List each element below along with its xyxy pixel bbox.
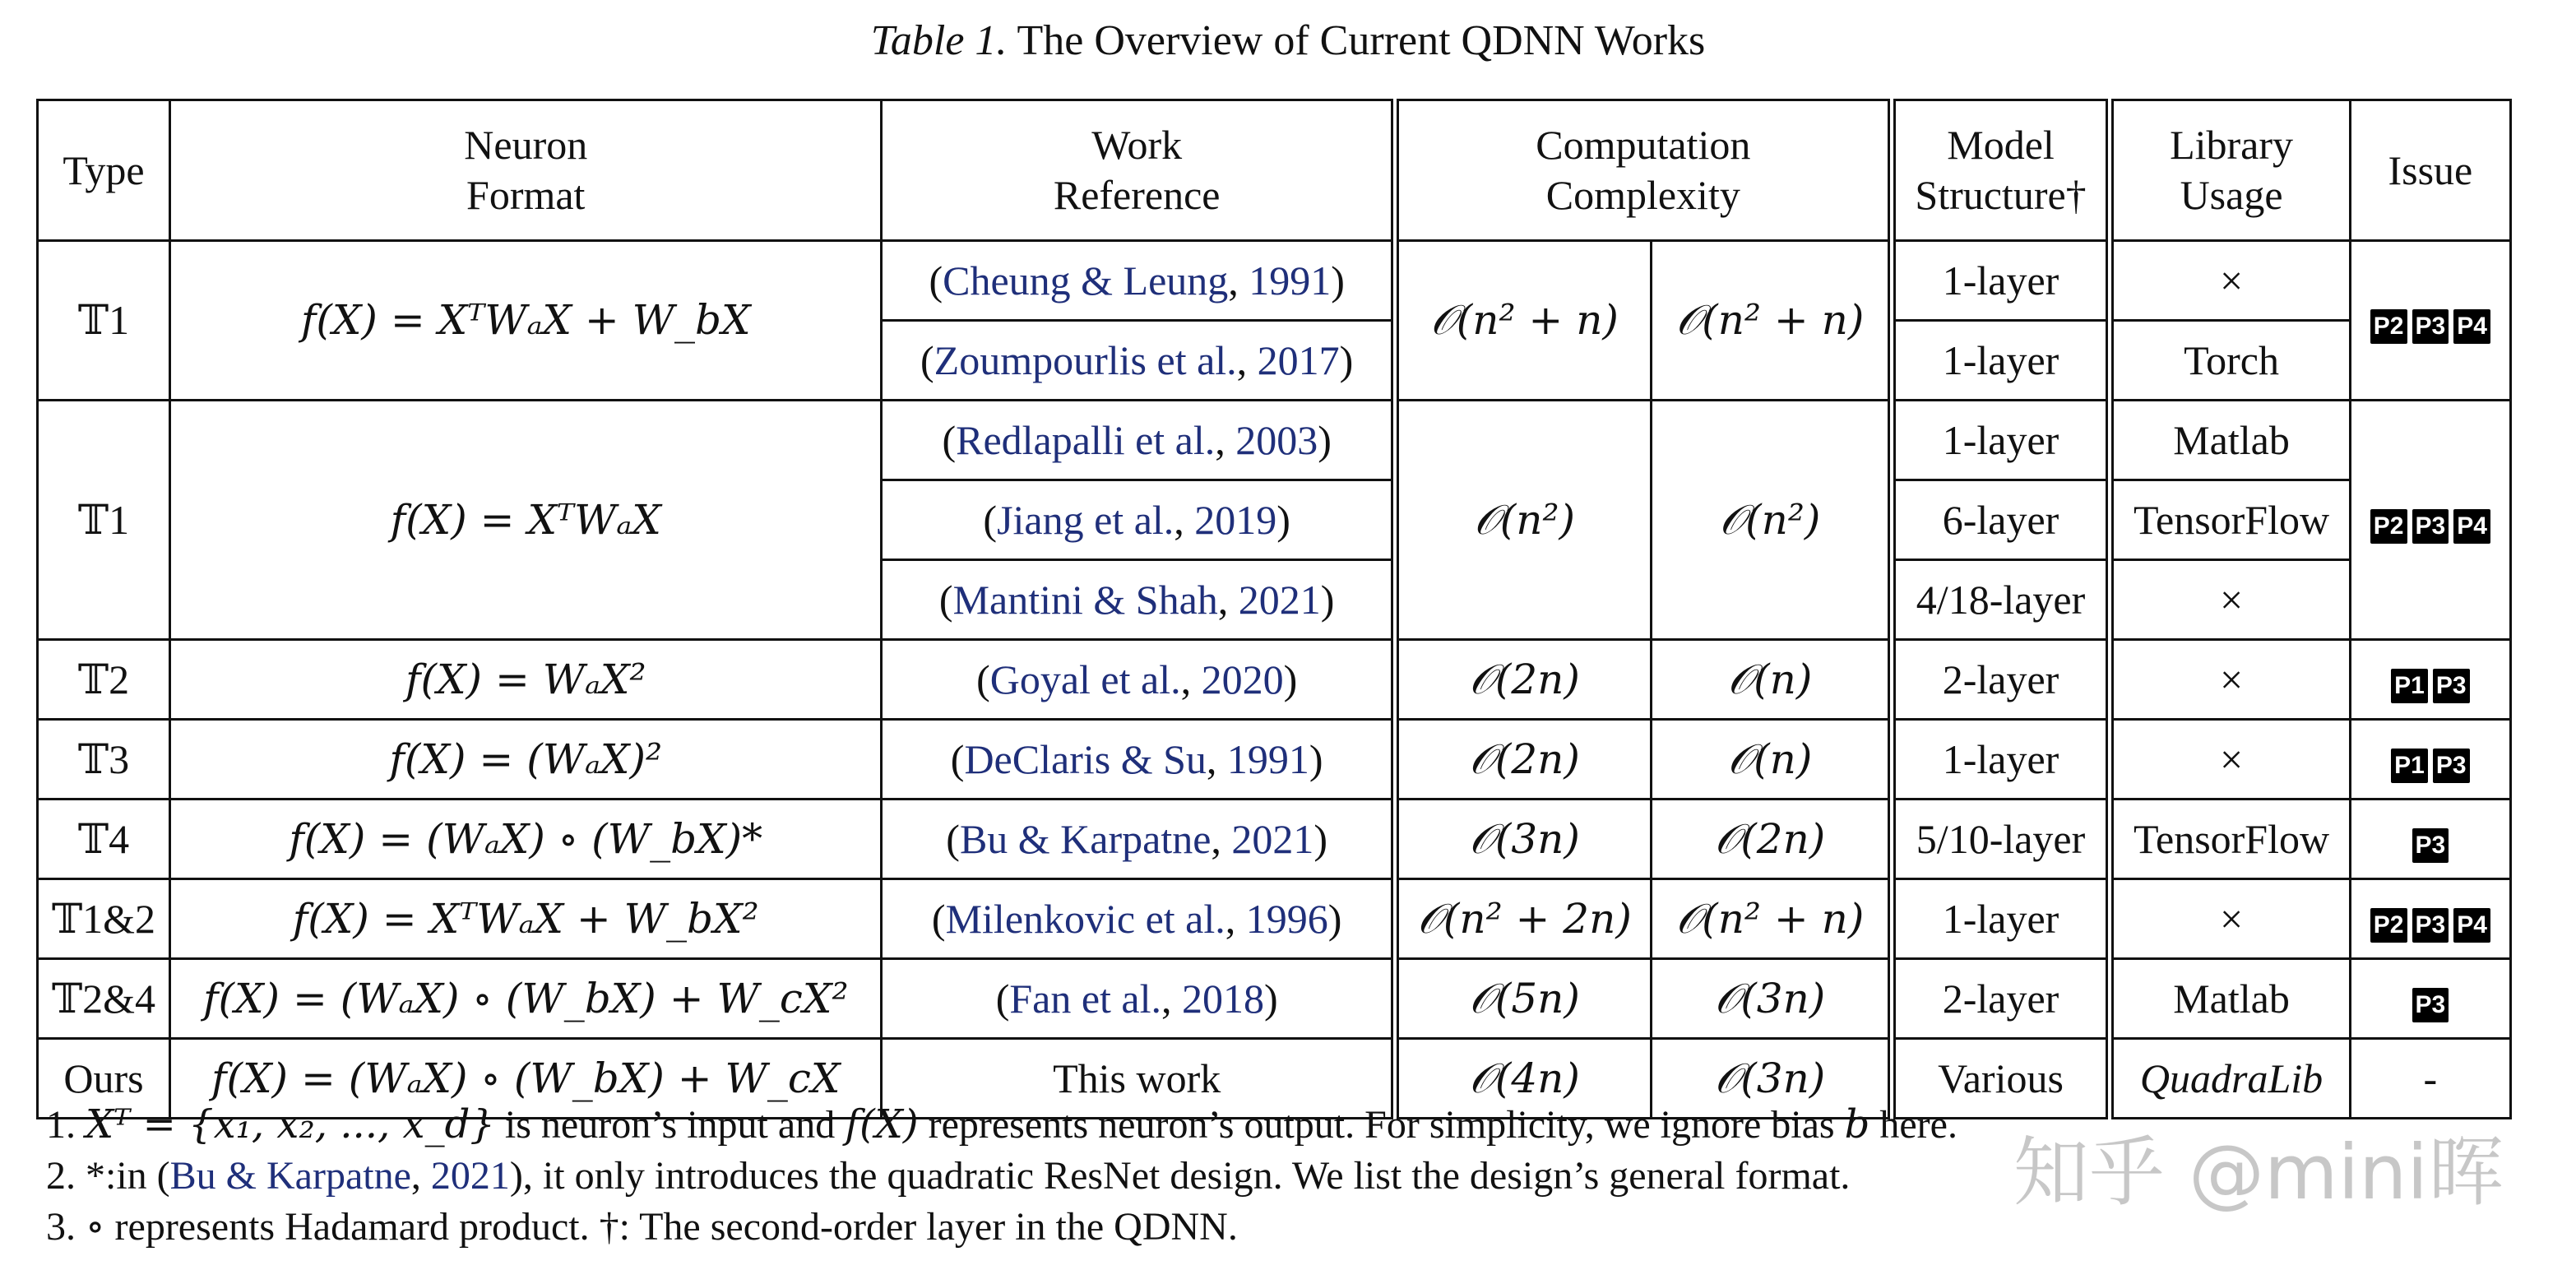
citation-author-link[interactable]: Zoumpourlis et al. xyxy=(934,336,1237,383)
citation-year-link[interactable]: 2017 xyxy=(1257,336,1340,383)
issue-badge: P3 xyxy=(2433,669,2470,703)
type-cell: 𝕋3 xyxy=(38,720,170,800)
header-issue: Issue xyxy=(2350,100,2510,241)
citation-year-link[interactable]: 2003 xyxy=(1235,416,1318,463)
issue-badges xyxy=(2370,509,2490,544)
citation-year-link[interactable]: 2021 xyxy=(1231,815,1314,862)
citation-year-link[interactable]: 2021 xyxy=(1238,576,1321,623)
issue-badge: P4 xyxy=(2453,908,2490,943)
table-row xyxy=(38,879,2511,959)
work-reference-cell: (Zoumpourlis et al., 2017) xyxy=(882,321,1395,401)
library-usage-cell: × xyxy=(2110,720,2350,800)
issue-badge: P3 xyxy=(2412,988,2449,1022)
issue-badges xyxy=(2391,669,2469,703)
table-row xyxy=(38,959,2511,1039)
work-reference-cell: (Goyal et al., 2020) xyxy=(882,640,1395,720)
qdnn-overview-table xyxy=(36,99,2512,1119)
library-usage-cell: × xyxy=(2110,879,2350,959)
caption-text: The Overview of Current QDNN Works xyxy=(1017,17,1706,64)
library-usage-cell: Matlab xyxy=(2110,401,2350,480)
complexity-cell-a: 𝒪(4n) xyxy=(1395,1039,1652,1119)
library-usage-cell: Matlab xyxy=(2110,959,2350,1039)
model-structure-cell: 6-layer xyxy=(1892,480,2110,560)
issue-badge: P3 xyxy=(2412,828,2449,863)
complexity-cell-a: 𝒪(3n) xyxy=(1395,800,1652,879)
complexity-cell-b: 𝒪(3n) xyxy=(1652,1039,1892,1119)
model-structure-cell: 1-layer xyxy=(1892,401,2110,480)
library-usage-cell: TensorFlow xyxy=(2110,800,2350,879)
complexity-cell-a: 𝒪(n² + n) xyxy=(1395,241,1652,401)
table-row xyxy=(38,241,2511,321)
complexity-cell-b: 𝒪(n) xyxy=(1652,640,1892,720)
table-row xyxy=(38,640,2511,720)
table-row xyxy=(38,720,2511,800)
issue-cell: - xyxy=(2350,1039,2510,1119)
type-cell: 𝕋1 xyxy=(38,241,170,401)
issue-badge: P3 xyxy=(2412,908,2449,943)
citation-author-link[interactable]: Mantini & Shah xyxy=(952,576,1218,623)
issue-badge: P2 xyxy=(2370,908,2407,943)
type-cell: 𝕋1 xyxy=(38,401,170,640)
issue-badge: P1 xyxy=(2391,669,2428,703)
citation-year-link[interactable]: 1991 xyxy=(1249,257,1332,304)
neuron-formula-cell: f(X) = WₐX² xyxy=(170,640,882,720)
issue-badge: P1 xyxy=(2391,749,2428,783)
issue-badges xyxy=(2391,749,2469,783)
header-row xyxy=(38,100,2511,241)
header-type: Type xyxy=(38,100,170,241)
citation-author-link[interactable]: Milenkovic et al. xyxy=(945,895,1225,942)
complexity-cell-a: 𝒪(2n) xyxy=(1395,720,1652,800)
work-reference-cell: (Milenkovic et al., 1996) xyxy=(882,879,1395,959)
library-usage-cell: × xyxy=(2110,640,2350,720)
issue-badges xyxy=(2412,988,2449,1022)
header-library-usage: Library Usage xyxy=(2110,100,2350,241)
note-1-math-c: b xyxy=(1844,1101,1870,1147)
complexity-cell-b: 𝒪(n² + n) xyxy=(1652,241,1892,401)
issue-badge: P4 xyxy=(2453,309,2490,344)
issue-badges xyxy=(2412,828,2449,863)
work-reference-cell: (Fan et al., 2018) xyxy=(882,959,1395,1039)
note-3: 3. ∘ represents Hadamard product. †: The second-order layer in the QDNN. xyxy=(46,1205,1238,1249)
note-1: 1. Xᵀ = {x₁, x₂, ..., x_d} is neuron’s input and f(X) represents neuron’s output. For simplicity, we ignore bias b here. xyxy=(46,1101,1957,1147)
issue-badge: P3 xyxy=(2412,509,2449,544)
type-cell: 𝕋4 xyxy=(38,800,170,879)
issue-cell xyxy=(2350,241,2510,401)
model-structure-cell: 1-layer xyxy=(1892,720,2110,800)
citation-author-link[interactable]: Jiang et al. xyxy=(997,496,1174,543)
issue-badge: P2 xyxy=(2370,309,2407,344)
neuron-formula-cell: f(X) = (WₐX)² xyxy=(170,720,882,800)
issue-badge: P4 xyxy=(2453,509,2490,544)
issue-badges xyxy=(2370,309,2490,344)
complexity-cell-b: 𝒪(3n) xyxy=(1652,959,1892,1039)
issue-cell xyxy=(2350,640,2510,720)
caption-label: Table 1. xyxy=(870,17,1008,64)
work-reference-cell: (Mantini & Shah, 2021) xyxy=(882,560,1395,640)
issue-badge: P3 xyxy=(2412,309,2449,344)
complexity-cell-b: 𝒪(n) xyxy=(1652,720,1892,800)
citation-year-link[interactable]: 1996 xyxy=(1245,895,1328,942)
library-usage-cell: × xyxy=(2110,241,2350,321)
type-cell: Ours xyxy=(38,1039,170,1119)
note-1-math-a: Xᵀ = {x₁, x₂, ..., x_d} xyxy=(86,1101,495,1147)
citation-author-link[interactable]: Goyal et al. xyxy=(989,656,1181,702)
type-cell: 𝕋2&4 xyxy=(38,959,170,1039)
model-structure-cell: 4/18-layer xyxy=(1892,560,2110,640)
neuron-formula-cell: f(X) = (WₐX) ∘ (W_bX) + W_cX² xyxy=(170,959,882,1039)
complexity-cell-a: 𝒪(5n) xyxy=(1395,959,1652,1039)
citation-author-link[interactable]: Cheung & Leung xyxy=(943,257,1229,304)
citation-author-link[interactable]: DeClaris & Su xyxy=(964,735,1207,782)
neuron-formula-cell: f(X) = XᵀWₐX + W_bX² xyxy=(170,879,882,959)
citation-year-link[interactable]: 2019 xyxy=(1194,496,1277,543)
note-2: 2. *:in (Bu & Karpatne, 2021), it only introduces the quadratic ResNet design. We list the design’s general format. xyxy=(46,1154,1851,1198)
work-reference-cell: (Jiang et al., 2019) xyxy=(882,480,1395,560)
work-reference-cell: (Cheung & Leung, 1991) xyxy=(882,241,1395,321)
header-model-structure: Model Structure† xyxy=(1892,100,2110,241)
header-neuron-format: Neuron Format xyxy=(170,100,882,241)
note-1-math-b: f(X) xyxy=(845,1101,919,1147)
library-usage-cell: Torch xyxy=(2110,321,2350,401)
citation-author-link[interactable]: Fan et al. xyxy=(1009,975,1162,1022)
issue-badge: P3 xyxy=(2433,749,2470,783)
complexity-cell-a: 𝒪(n²) xyxy=(1395,401,1652,640)
model-structure-cell: 5/10-layer xyxy=(1892,800,2110,879)
header-computation-complexity: Computation Complexity xyxy=(1395,100,1892,241)
issue-cell xyxy=(2350,879,2510,959)
model-structure-cell: 1-layer xyxy=(1892,879,2110,959)
complexity-cell-b: 𝒪(n²) xyxy=(1652,401,1892,640)
model-structure-cell: 1-layer xyxy=(1892,321,2110,401)
model-structure-cell: 1-layer xyxy=(1892,241,2110,321)
library-usage-cell: × xyxy=(2110,560,2350,640)
neuron-formula-cell: f(X) = (WₐX) ∘ (W_bX) + W_cX xyxy=(170,1039,882,1119)
issue-badges xyxy=(2370,908,2490,943)
citation-author-link[interactable]: Bu & Karpatne xyxy=(959,815,1212,862)
issue-cell xyxy=(2350,401,2510,640)
table-row xyxy=(38,401,2511,480)
issue-cell xyxy=(2350,720,2510,800)
complexity-cell-a: 𝒪(n² + 2n) xyxy=(1395,879,1652,959)
neuron-formula-cell: f(X) = XᵀWₐX + W_bX xyxy=(170,241,882,401)
complexity-cell-a: 𝒪(2n) xyxy=(1395,640,1652,720)
issue-badge: P2 xyxy=(2370,509,2407,544)
work-reference-cell: This work xyxy=(882,1039,1395,1119)
type-cell: 𝕋2 xyxy=(38,640,170,720)
neuron-formula-cell: f(X) = XᵀWₐX xyxy=(170,401,882,640)
library-usage-cell: TensorFlow xyxy=(2110,480,2350,560)
model-structure-cell: Various xyxy=(1892,1039,2110,1119)
zhihu-watermark: 知乎 @mini晖 xyxy=(2013,1129,2504,1217)
citation-year-link[interactable]: 1991 xyxy=(1226,735,1309,782)
citation-year-link[interactable]: 2018 xyxy=(1182,975,1265,1022)
complexity-cell-b: 𝒪(2n) xyxy=(1652,800,1892,879)
issue-cell xyxy=(2350,959,2510,1039)
library-usage-cell: QuadraLib xyxy=(2110,1039,2350,1119)
work-reference-cell: (DeClaris & Su, 1991) xyxy=(882,720,1395,800)
complexity-cell-b: 𝒪(n² + n) xyxy=(1652,879,1892,959)
table-caption xyxy=(0,15,2576,67)
citation-year-link[interactable]: 2020 xyxy=(1201,656,1284,702)
work-reference-cell: (Redlapalli et al., 2003) xyxy=(882,401,1395,480)
note-2-citation-year[interactable]: 2021 xyxy=(430,1154,510,1198)
issue-cell xyxy=(2350,800,2510,879)
neuron-formula-cell: f(X) = (WₐX) ∘ (W_bX)* xyxy=(170,800,882,879)
model-structure-cell: 2-layer xyxy=(1892,640,2110,720)
model-structure-cell: 2-layer xyxy=(1892,959,2110,1039)
citation-author-link[interactable]: Redlapalli et al. xyxy=(956,416,1216,463)
table-row xyxy=(38,800,2511,879)
note-2-citation-author[interactable]: Bu & Karpatne xyxy=(169,1154,411,1198)
work-reference-cell: (Bu & Karpatne, 2021) xyxy=(882,800,1395,879)
type-cell: 𝕋1&2 xyxy=(38,879,170,959)
header-work-reference: Work Reference xyxy=(882,100,1395,241)
